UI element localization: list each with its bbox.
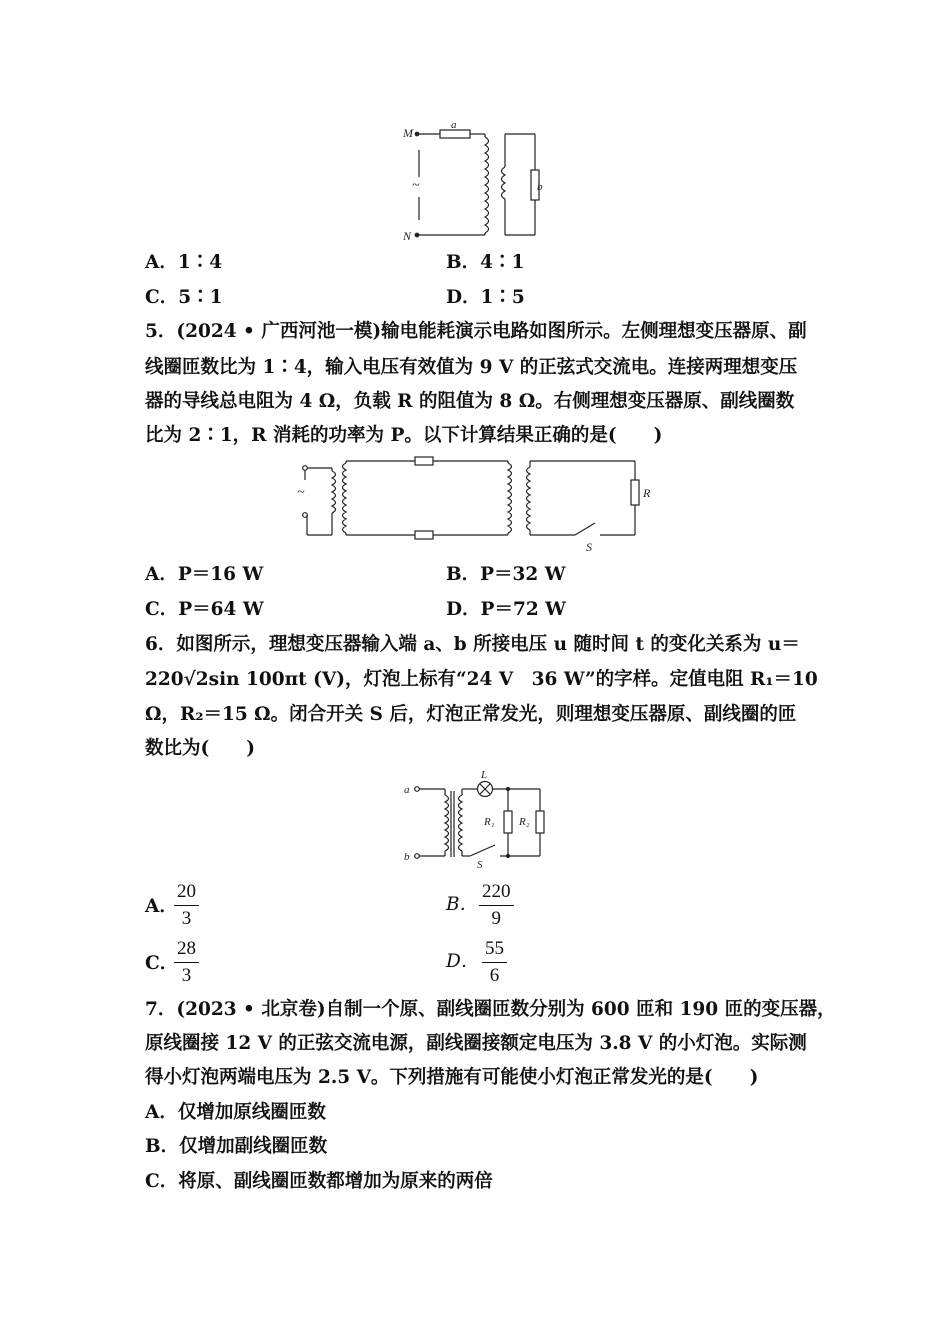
label-S-q5: S xyxy=(586,540,592,554)
label-S-q6: S xyxy=(477,859,483,870)
q5-line-3: 器的导线总电阻为 4 Ω，负载 R 的阻值为 8 Ω。右侧理想变压器原、副线圈数 xyxy=(145,391,795,412)
q7-line-1: 7．(2023 • 北京卷)自制一个原、副线圈匝数分别为 600 匝和 190 匝的变压器， xyxy=(145,999,836,1020)
transmission-circuit-figure-q5 xyxy=(290,455,660,560)
label-b-q6: b xyxy=(404,851,410,863)
label-b: b xyxy=(537,181,543,193)
q6-option-b-denominator: 9 xyxy=(491,908,501,929)
q5-option-b: B．P＝32 W xyxy=(446,564,566,585)
source-symbol: ~ xyxy=(412,178,420,193)
q6-option-b-label: B． xyxy=(446,894,479,915)
q6-option-d-numerator: 55 xyxy=(482,938,507,963)
q6-option-d-fraction xyxy=(482,938,507,987)
q5-line-2: 线圈匝数比为 1∶4，输入电压有效值为 9 V 的正弦式交流电。连接两理想变压 xyxy=(145,357,798,378)
label-a-q6: a xyxy=(404,784,410,796)
q5-line-4: 比为 2∶1，R 消耗的功率为 P。以下计算结果正确的是( ) xyxy=(145,425,663,446)
q6-line-4: 数比为( ) xyxy=(145,738,256,759)
q7-option-c: C．将原、副线圈匝数都增加为原来的两倍 xyxy=(145,1171,493,1192)
label-R: R xyxy=(643,486,651,500)
q6-option-b-fraction xyxy=(479,881,514,930)
q6-option-a-denominator: 3 xyxy=(181,908,192,929)
q5-option-a: A．P＝16 W xyxy=(145,564,264,585)
q7-option-b: B．仅增加副线圈匝数 xyxy=(145,1136,328,1157)
lamp-circuit-figure-q6 xyxy=(400,765,550,870)
q7-line-3: 得小灯泡两端电压为 2.5 V。下列措施有可能使小灯泡正常发光的是( ) xyxy=(145,1067,759,1088)
label-M: M xyxy=(403,126,413,140)
q6-line-2: 220√2sin 100πt (V)，灯泡上标有“24 V 36 W”的字样。定值电阻 R₁＝10 xyxy=(145,669,818,690)
q6-line-3: Ω，R₂＝15 Ω。闭合开关 S 后，灯泡正常发光，则理想变压器原、副线圈的匝 xyxy=(145,704,797,725)
source-symbol-q5: ~ xyxy=(297,485,305,500)
q6-option-a-fraction xyxy=(174,881,199,930)
q6-option-c-fraction xyxy=(174,938,199,987)
q6-option-c-denominator: 3 xyxy=(181,965,192,986)
q5-line-1: 5．(2024 • 广西河池一模)输电能耗演示电路如图所示。左侧理想变压器原、副 xyxy=(145,321,807,342)
q6-option-a-label: A． xyxy=(145,896,178,917)
q7-line-2: 原线圈接 12 V 的正弦交流电源，副线圈接额定电压为 3.8 V 的小灯泡。实际测 xyxy=(145,1033,807,1054)
label-L: L xyxy=(481,769,488,781)
q6-option-d-denominator: 6 xyxy=(489,965,500,986)
q6-option-d-label: D． xyxy=(446,951,480,972)
transformer-figure-q4 xyxy=(395,115,565,250)
label-a: a xyxy=(451,119,457,131)
q6-option-c-label: C． xyxy=(145,953,179,974)
q5-option-c: C．P＝64 W xyxy=(145,599,264,620)
q6-line-1: 6．如图所示，理想变压器输入端 a、b 所接电压 u 随时间 t 的变化关系为 u＝ xyxy=(145,634,800,655)
label-R1: R₁ xyxy=(484,816,495,828)
q6-option-b-numerator: 220 xyxy=(479,881,514,906)
label-N: N xyxy=(403,229,412,243)
q4-option-d: D．1∶5 xyxy=(446,287,525,308)
q4-option-c: C．5∶1 xyxy=(145,287,223,308)
q6-option-a-numerator: 20 xyxy=(174,881,199,906)
label-R2: R₂ xyxy=(519,816,530,828)
q7-option-a: A．仅增加原线圈匝数 xyxy=(145,1102,326,1123)
q4-option-b: B．4∶1 xyxy=(446,252,525,273)
q5-option-d: D．P＝72 W xyxy=(446,599,566,620)
q6-option-c-numerator: 28 xyxy=(174,938,199,963)
q4-option-a: A．1∶4 xyxy=(145,252,223,273)
